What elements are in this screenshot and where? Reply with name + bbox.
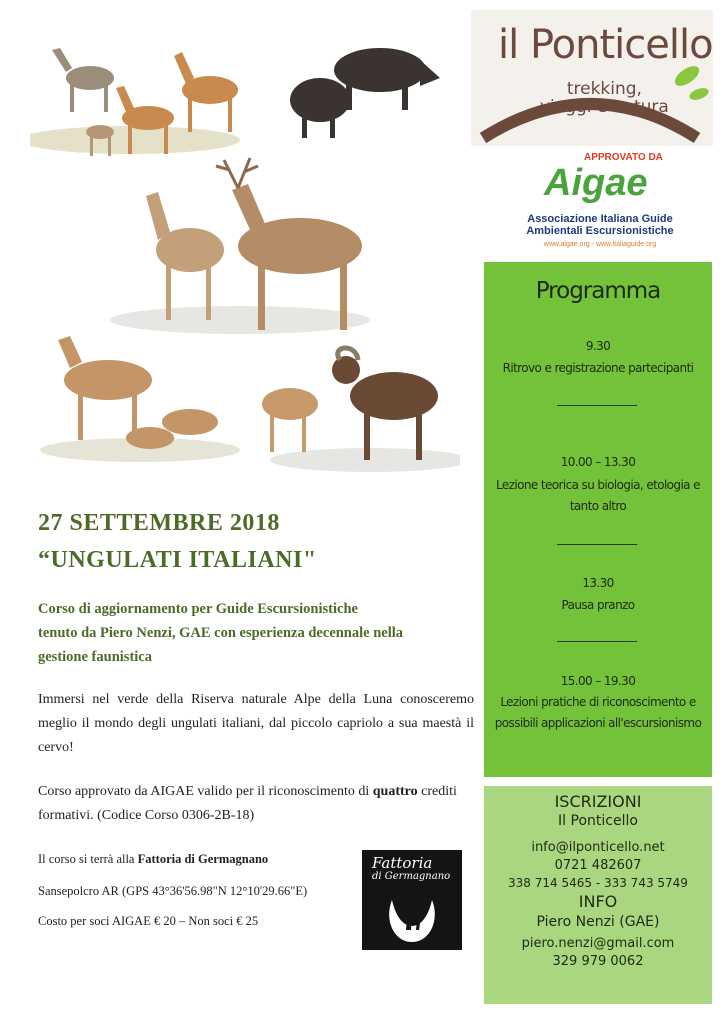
location-name: Fattoria di Germagnano (137, 852, 269, 866)
iscrizioni-org: Il Ponticello (558, 813, 638, 829)
approval-text: Corso approvato da AIGAE valido per il riconoscimento di (38, 784, 373, 799)
event-subtitle-line: tenuto da Piero Nenzi, GAE con esperienza decennale nella (38, 625, 404, 641)
event-date: 27 SETTEMBRE 2018 (38, 510, 280, 536)
aigae-logo: Aigae (544, 162, 648, 204)
approval-code: crediti formativi. (Codice Corso 0306-2B-18) (38, 784, 457, 823)
iscrizioni-heading: ISCRIZIONI (554, 792, 642, 811)
slot-desc: Ritrovo e registrazione partecipanti (502, 361, 694, 375)
slot-time: 15.00 – 19.30 (560, 674, 636, 688)
fattoria-logo-line2: di Germagnano (372, 871, 451, 882)
slot-separator (557, 544, 637, 545)
event-gps: Sansepolcro AR (GPS 43°36'56.98"N 12°10'29.66"E) (38, 884, 308, 898)
aigae-websites: www.aigae.org - www.italiaguide.org (543, 241, 657, 248)
aigae-association (524, 213, 676, 237)
info-phone: 329 979 0062 (552, 954, 644, 969)
event-subtitle-line: Corso di aggiornamento per Guide Escursionistiche (38, 601, 358, 617)
info-contact: Piero Nenzi (GAE) (536, 914, 660, 930)
event-cost: Costo per soci AIGAE € 20 – Non soci € 25 (38, 914, 259, 928)
logo-tagline-2: viaggi e natura (540, 97, 669, 117)
info-heading: INFO (578, 892, 618, 911)
slot-desc: Pausa pranzo (561, 598, 635, 612)
fattoria-logo (362, 850, 462, 950)
event-intro: Immersi nel verde della Riserva naturale Alpe della Luna conosceremo meglio il mondo degli ungulati italiani, dal piccolo capriolo a sua maestà il cervo! (38, 692, 474, 755)
programma-title: Programma (535, 278, 661, 304)
aigae-assoc-line2: Ambientali Escursionistiche (526, 225, 674, 237)
iscrizioni-mobiles: 338 714 5465 - 333 743 5749 (508, 876, 688, 890)
aigae-approved-label: APPROVATO DA (584, 152, 663, 163)
logo-tagline (540, 80, 669, 116)
fattoria-logo-line1: Fattoria (372, 854, 433, 872)
location-text: Il corso si terrà alla (38, 852, 138, 866)
aigae-assoc-line1: Associazione Italiana Guide (527, 213, 673, 225)
slot-desc: Lezione teorica su biologia, etologia e tanto altro (496, 478, 700, 513)
slot-separator (557, 405, 637, 406)
event-subtitle (38, 597, 478, 669)
iscrizioni-email[interactable]: info@ilponticello.net (531, 840, 665, 855)
slot-time: 10.00 – 13.30 (560, 455, 636, 469)
event-subtitle-line: gestione faunistica (38, 649, 152, 665)
event-title: “UNGULATI ITALIANI" (38, 547, 317, 573)
iscrizioni-phone: 0721 482607 (554, 858, 642, 873)
slot-separator (557, 641, 637, 642)
approval-credits: quattro (372, 784, 418, 799)
logo-name: il Ponticello (498, 22, 713, 68)
ungulates-illustration (30, 20, 460, 490)
event-approval (38, 780, 474, 828)
slot-time: 9.30 (585, 339, 611, 353)
event-location (38, 852, 268, 867)
slot-desc: Lezioni pratiche di riconoscimento e possibili applicazioni all'escursionismo (494, 695, 702, 730)
logo-tagline-1: trekking, (566, 79, 642, 99)
rabbit-moon-icon (384, 890, 440, 944)
info-email[interactable]: piero.nenzi@gmail.com (521, 936, 675, 951)
slot-time: 13.30 (582, 576, 614, 590)
